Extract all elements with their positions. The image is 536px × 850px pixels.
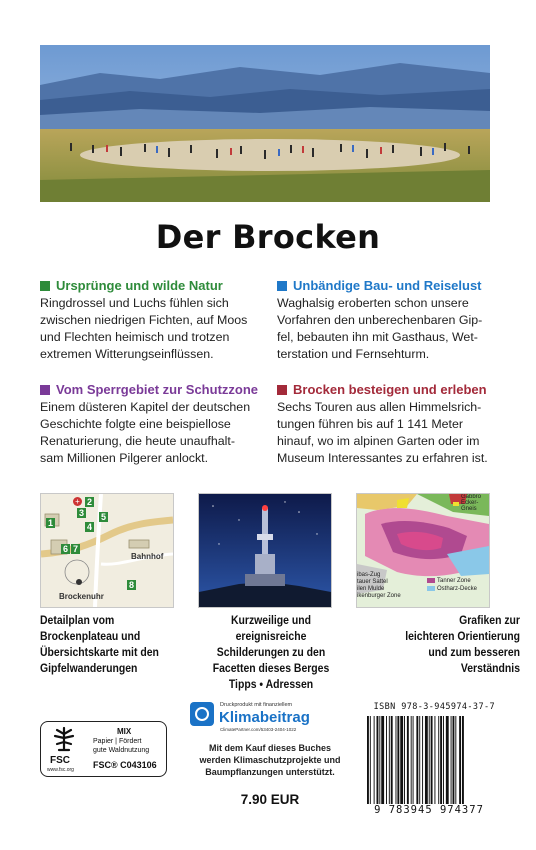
fsc-code: FSC® C043106 [93,760,157,770]
plateau-map-thumbnail [40,493,174,608]
geo-label: tauer Sattel [357,579,388,585]
isbn-barcode [363,702,495,816]
section-heading: Ursprünge und wilde Natur [40,278,258,294]
climate-brand: Klimabeitrag [219,709,310,726]
map-marker-6: 6 [63,544,69,554]
blue-square-icon [277,281,287,291]
map-label-bahnhof: Bahnhof [131,552,164,561]
section-heading: Unbändige Bau- und Reiselust [277,278,495,294]
caption-map: Detailplan vom Brockenplateau und Übersichtskarte mit den Gipfelwanderungen [40,614,159,675]
geo-label: ibas-Zug [357,572,381,578]
map-marker-3: 3 [79,508,85,518]
geo-label: ikenburger Zone [357,593,401,599]
geo-label: Ostharz-Decke [437,586,478,592]
map-marker-2: 2 [87,497,93,507]
climate-url: ClimatePartner.com/53403-2404-1022 [220,727,297,732]
map-marker-1: 1 [48,518,54,528]
fsc-tree-icon [49,726,79,754]
fsc-line1: Papier | Fördert [93,738,142,745]
section-heading: Vom Sperrgebiet zur Schutzzone [40,382,258,398]
barcode-bars [363,716,495,804]
fsc-url: www.fsc.org [47,767,74,773]
isbn-text: ISBN 978-3-945974-37-7 [373,702,495,712]
barcode-digits: 9 783945 974377 [374,804,484,816]
geo-label: Gabbro [461,494,482,500]
section-hiking [277,382,495,467]
section-text: Sechs Touren aus allen Himmelsrich- tungen führen bis auf 1 141 Meter hinauf, wo im alpinen Garten oder im Museum Interessantes zu erfahren ist. [277,400,488,465]
tower-night-thumbnail [198,493,332,608]
section-text: Waghalsig eroberten schon unsere Vorfahren den unberechenbaren Gip- fel, bebauten ihn mit Gasthaus, Wet- terstation und Fernsehturm. [277,296,483,361]
geo-label: Ecker-Gneis [461,500,479,512]
climate-small-text: Druckprodukt mit finanziellem [220,702,293,708]
book-title: Der Brocken [155,218,381,256]
cover-photo [40,45,490,202]
climate-logo-icon [190,702,214,726]
section-building [277,278,495,363]
climate-note: Mit dem Kauf dieses Buches werden Klimaschutzprojekte und Baumpflanzungen unterstützt. [199,743,341,777]
map-marker-5: 5 [101,512,107,522]
map-marker-4: 4 [87,522,93,532]
section-text: Einem düsteren Kapitel der deutschen Geschichte folgte eine beispiellose Renaturierung, die heute unaufhalt- sam Millionen Pilgerer anlockt. [40,400,251,465]
purple-square-icon [40,385,50,395]
climate-label [190,702,350,734]
map-marker-7: 7 [73,544,79,554]
caption-stories: Kurzweilige und ereignisreiche Schilderungen zu den Facetten dieses Berges Tipps • Adressen [212,614,330,691]
fsc-mix: MIX [117,727,132,736]
fsc-line2: gute Waldnutzung [93,747,150,754]
caption-graphics: Grafiken zur leichteren Orientierung und zum besseren Verständnis [405,614,520,675]
geo-label: ilen Mulde [357,586,385,592]
section-text: Ringdrossel und Luchs fühlen sich zwischen niedrigen Fichten, auf Moos und Flechten heimisch und trotzen extremen Witterungseinflüssen. [40,296,248,361]
first-aid-icon: + [73,497,82,506]
section-origins [40,278,258,363]
map-label-brockenuhr: Brockenuhr [59,592,104,601]
red-square-icon [277,385,287,395]
price: 7.90 EUR [240,792,300,807]
green-square-icon [40,281,50,291]
fsc-logo-text: FSC [50,755,70,766]
geo-label: Tanner Zone [437,578,471,584]
section-heading: Brocken besteigen und erleben [277,382,495,398]
map-marker-8: 8 [129,580,135,590]
fsc-label [40,721,167,777]
section-history [40,382,258,467]
geology-map-thumbnail [356,493,490,608]
